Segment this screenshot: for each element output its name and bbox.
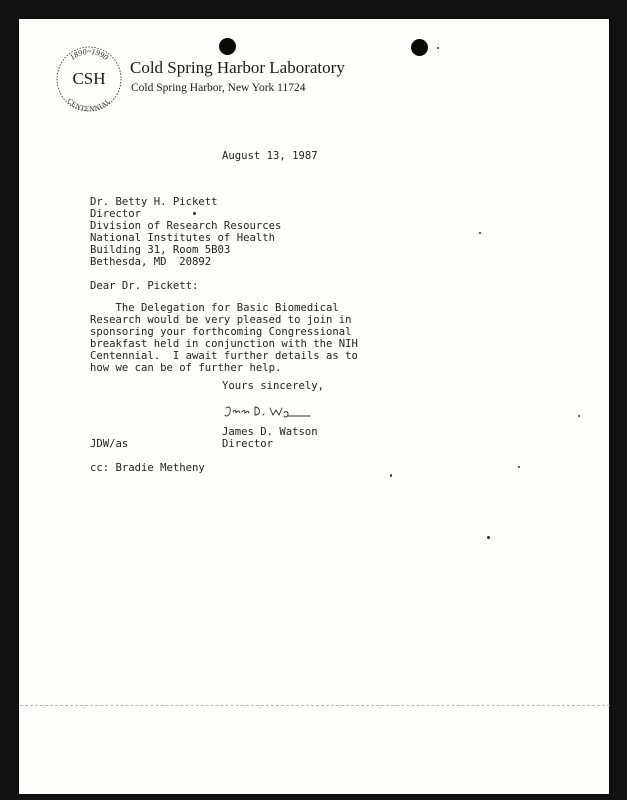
- organization-name: Cold Spring Harbor Laboratory: [130, 58, 345, 77]
- paper-speck: [578, 415, 580, 417]
- typist-initials: JDW/as: [90, 438, 129, 450]
- carbon-copy-line: cc: Bradie Metheny: [90, 462, 205, 474]
- body-line: sponsoring your forthcoming Congressional: [90, 326, 352, 338]
- punch-hole-left: [219, 38, 236, 55]
- recipient-line: Director: [90, 208, 142, 220]
- organization-address: Cold Spring Harbor, New York 11724: [131, 82, 306, 94]
- body-line: The Delegation for Basic Biomedical: [90, 302, 339, 314]
- punch-hole-right: [411, 39, 428, 56]
- paper-speck: [479, 232, 481, 234]
- paper-speck: [193, 212, 196, 215]
- signer-name: James D. Watson: [222, 426, 318, 438]
- salutation: Dear Dr. Pickett:: [90, 280, 199, 292]
- body-line: Centennial. I await further details as to: [90, 350, 358, 362]
- letter-page: [19, 19, 609, 794]
- centennial-seal-logo: [54, 44, 124, 114]
- signer-title: Director: [222, 438, 274, 450]
- recipient-line: National Institutes of Health: [90, 232, 275, 244]
- body-line: breakfast held in conjunction with the NIH: [90, 338, 358, 350]
- paper-speck: [518, 466, 520, 468]
- body-line: how we can be of further help.: [90, 362, 282, 374]
- svg-text:1890~1990: 1890~1990: [68, 47, 110, 62]
- closing: Yours sincerely,: [222, 380, 325, 392]
- paper-speck: [487, 536, 490, 539]
- paper-speck: [437, 47, 439, 49]
- recipient-line: Dr. Betty H. Pickett: [90, 196, 218, 208]
- recipient-line: Division of Research Resources: [90, 220, 282, 232]
- handwritten-signature: [222, 400, 312, 424]
- recipient-line: Building 31, Room 5B03: [90, 244, 231, 256]
- svg-text:CENTENNIAL: CENTENNIAL: [65, 96, 113, 114]
- letter-date: August 13, 1987: [222, 150, 318, 162]
- paper-speck: [390, 474, 392, 477]
- body-line: Research would be very pleased to join in: [90, 314, 352, 326]
- recipient-line: Bethesda, MD 20892: [90, 256, 212, 268]
- svg-text:CSH: CSH: [72, 69, 106, 88]
- fold-line: [20, 705, 610, 706]
